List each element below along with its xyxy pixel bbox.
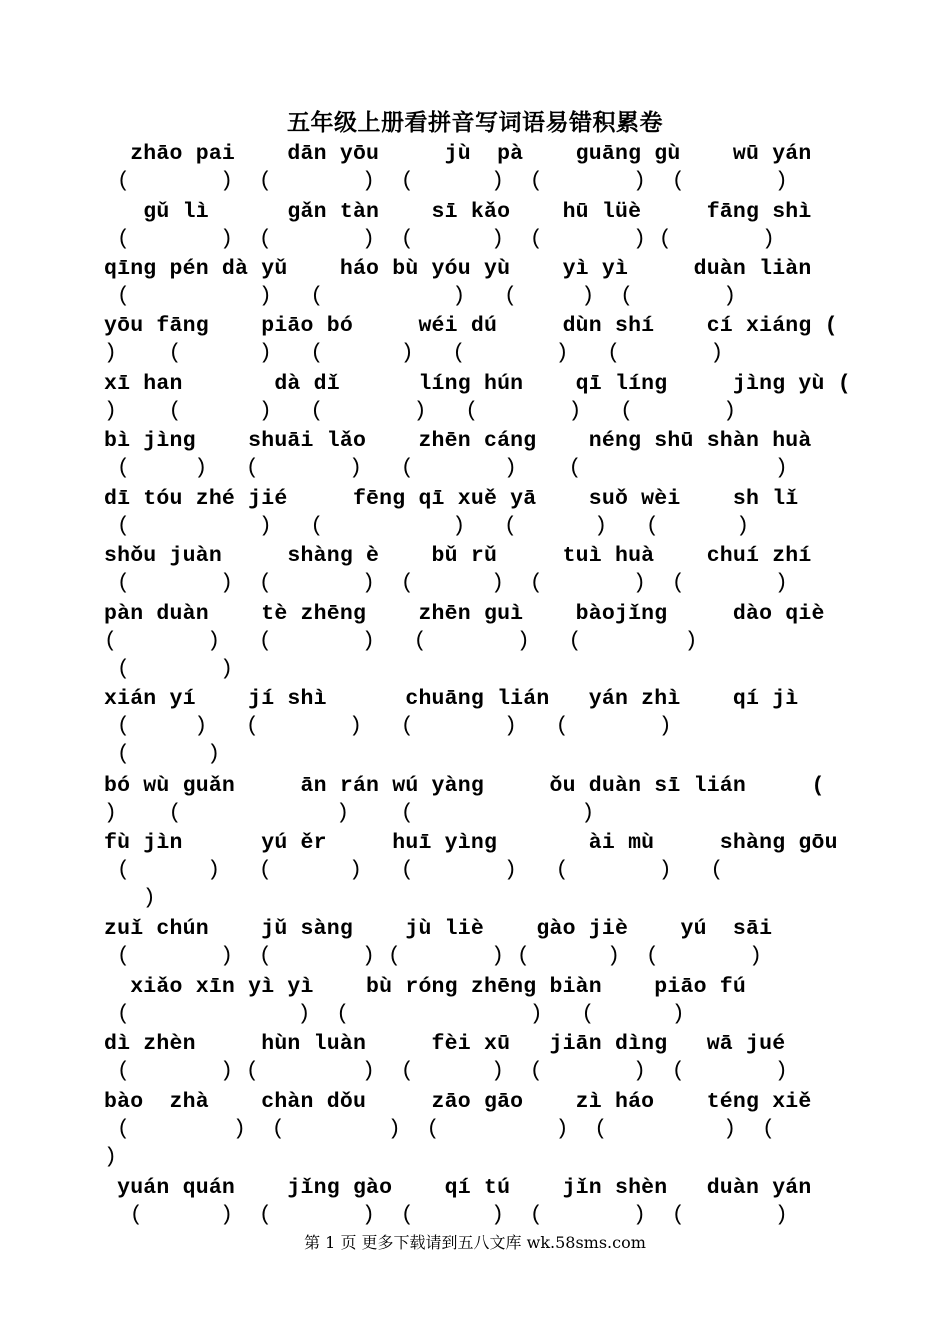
pinyin-line: pàn duàn tè zhēng zhēn guì bàojǐng dào qiè [104,602,825,626]
pinyin-line: bì jìng shuāi lǎo zhēn cáng néng shū shàn huà [104,429,812,453]
answer-blank-line: ( ) ( ) ( ) ( ) ( ) [104,571,788,595]
pinyin-line: xī han dà dǐ líng hún qī líng jìng yù ( [104,372,851,396]
page-title: 五年级上册看拼音写词语易错积累卷 [287,109,663,136]
answer-blank-line: ( ) ( ) ( ) ( ) ( ) [104,227,775,251]
answer-blank-line: ( ) ( ) ( ) ( ) [104,284,737,308]
pinyin-line: fù jìn yú ěr huī yìng ài mù shàng gōu [104,831,838,855]
answer-blank-line: ) [104,886,156,910]
answer-blank-line: ( ) ( ) ( ) ( ) [104,714,672,738]
answer-blank-line: ( ) ( ) ( ) ( ) ( ) [104,944,763,968]
pinyin-line: gǔ lì gǎn tàn sī kǎo hū lüè fāng shì [104,200,812,224]
answer-blank-line: ( ) ( ) ( ) ( ) [104,629,698,653]
answer-blank-line: ) ( ) ( ) ( ) ( ) [104,341,724,365]
pinyin-line: xián yí jí shì chuāng lián yán zhì qí jì [104,687,799,711]
answer-blank-line: ) [104,1145,117,1169]
pinyin-line: bó wù guǎn ān rán wú yàng ǒu duàn sī lián ( [104,774,825,798]
answer-blank-line: ( ) [104,742,221,766]
pinyin-line: dī tóu zhé jié fēng qī xuě yā suǒ wèi sh lǐ [104,487,799,511]
pinyin-line: yōu fāng piāo bó wéi dú dùn shí cí xiáng ( [104,314,838,338]
answer-blank-line: ( ) ( ) ( ) [104,1002,685,1026]
answer-blank-line: ) ( ) ( ) ( ) ( ) [104,399,737,423]
pinyin-line: xiǎo xīn yì yì bù róng zhēng biàn piāo fú [104,975,747,999]
answer-blank-line: ( ) ( ) ( ) ( ) ( ) [104,169,788,193]
pinyin-line: shǒu juàn shàng è bǔ rǔ tuì huà chuí zhí [104,544,812,568]
answer-blank-line: ( ) ( ) ( ) ( ) ( ) [104,1059,788,1083]
answer-blank-line: ( ) ( ) ( ) ( ) ( ) [104,1203,788,1227]
pinyin-line: qīng pén dà yǔ háo bù yóu yù yì yì duàn liàn [104,257,812,281]
answer-blank-line: ( ) [104,657,234,681]
answer-blank-line: ( ) ( ) ( ) ( ) [104,456,788,480]
pinyin-line: bào zhà chàn dǒu zāo gāo zì háo téng xiě [104,1090,812,1114]
answer-blank-line: ) ( ) ( ) [104,801,595,825]
page-footer: 第 1 页 更多下载请到五八文库 wk.58sms.com [304,1233,646,1252]
answer-blank-line: ( ) ( ) ( ) ( ) ( [104,1117,775,1141]
pinyin-line: zuǐ chún jǔ sàng jù liè gào jiè yú sāi [104,917,773,941]
pinyin-line: zhāo pai dān yōu jù pà guāng gù wū yán [104,142,812,166]
pinyin-line: dì zhèn hùn luàn fèi xū jiān dìng wā jué [104,1032,786,1056]
pinyin-line: yuán quán jǐng gào qí tú jǐn shèn duàn yán [104,1176,812,1200]
answer-blank-line: ( ) ( ) ( ) ( ) ( [104,858,724,882]
answer-blank-line: ( ) ( ) ( ) ( ) [104,514,750,538]
